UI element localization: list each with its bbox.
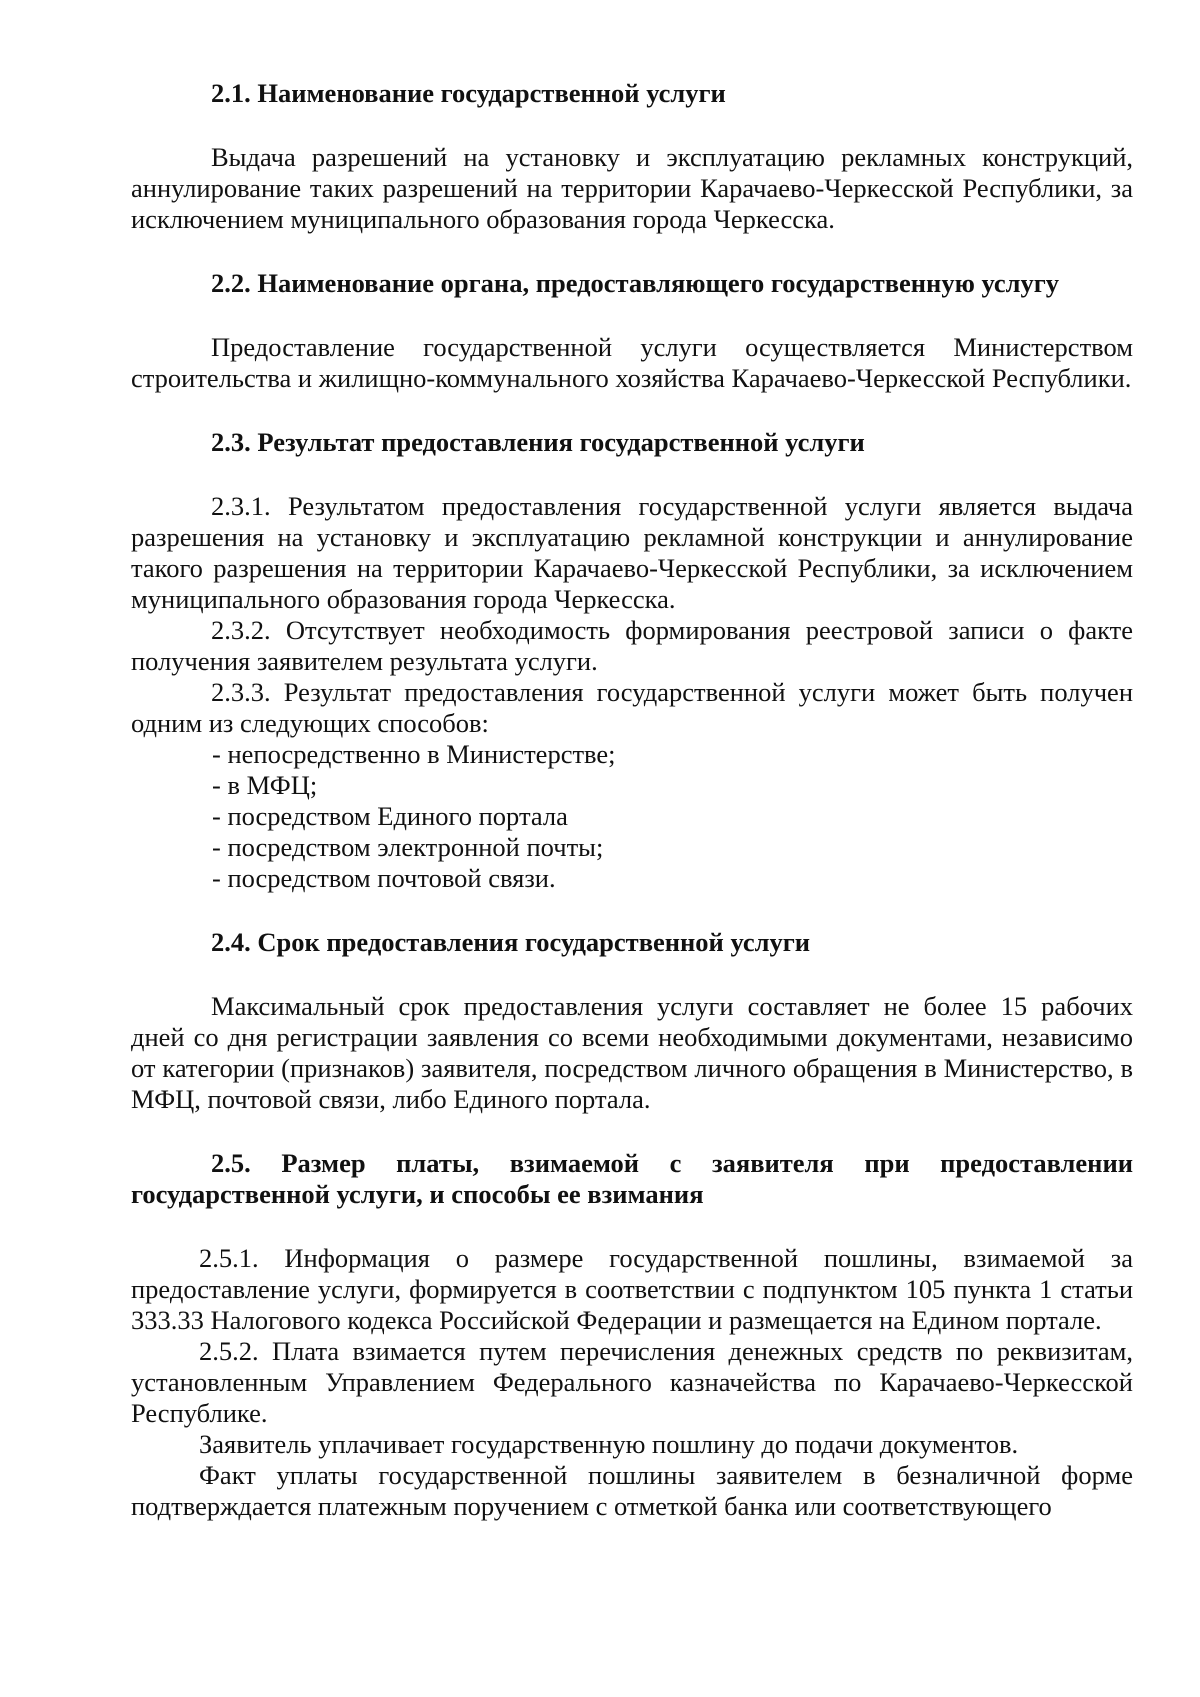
section-2-5: [131, 1148, 1133, 1522]
section-2-3: [131, 427, 1133, 894]
list-item: - непосредственно в Министерстве;: [212, 739, 616, 769]
section-2-1: [131, 78, 1133, 235]
list-item: - посредством Единого портала: [212, 801, 568, 831]
section-heading: 2.3. Результат предоставления государственной услуги: [211, 427, 865, 457]
result-methods-list: [131, 739, 1133, 894]
paragraph: Выдача разрешений на установку и эксплуатацию рекламных конструкций, аннулирование таких разрешений на территории Карачаево-Черкесской Республики, за исключением муниципального образования города Черкесска.: [131, 142, 1133, 234]
paragraph: Факт уплаты государственной пошлины заявителем в безналичной форме подтверждается платежным поручением с отметкой банка или соответствующего: [131, 1460, 1133, 1521]
paragraph: 2.3.2. Отсутствует необходимость формирования реестровой записи о факте получения заявителем результата услуги.: [131, 615, 1133, 676]
paragraph: 2.5.2. Плата взимается путем перечисления денежных средств по реквизитам, установленным Управлением Федерального казначейства по Карачаево-Черкесской Республике.: [131, 1336, 1133, 1428]
document-content: [131, 78, 1133, 1555]
paragraph: Предоставление государственной услуги осуществляется Министерством строительства и жилищно-коммунального хозяйства Карачаево-Черкесской Республики.: [131, 332, 1133, 393]
list-item: - посредством электронной почты;: [212, 832, 604, 862]
list-item: - посредством почтовой связи.: [212, 863, 556, 893]
paragraph: 2.3.3. Результат предоставления государственной услуги может быть получен одним из следующих способов:: [131, 677, 1133, 738]
paragraph: 2.5.1. Информация о размере государственной пошлины, взимаемой за предоставление услуги, формируется в соответствии с подпунктом 105 пункта 1 статьи 333.33 Налогового кодекса Российской Федерации и размещается на Едином портале.: [131, 1243, 1133, 1335]
section-heading: 2.5. Размер платы, взимаемой с заявителя при предоставлении государственной услуги, и способы ее взимания: [131, 1148, 1133, 1209]
paragraph: Максимальный срок предоставления услуги составляет не более 15 рабочих дней со дня регистрации заявления со всеми необходимыми документами, независимо от категории (признаков) заявителя, посредством личного обращения в Министерство, в МФЦ, почтовой связи, либо Единого портала.: [131, 991, 1133, 1114]
list-item: - в МФЦ;: [212, 770, 318, 800]
section-heading: 2.1. Наименование государственной услуги: [211, 78, 726, 108]
section-2-4: [131, 927, 1133, 1115]
section-heading: 2.2. Наименование органа, предоставляющего государственную услугу: [211, 268, 1060, 298]
section-2-2: [131, 268, 1133, 394]
section-heading: 2.4. Срок предоставления государственной услуги: [211, 927, 811, 957]
paragraph: 2.3.1. Результатом предоставления государственной услуги является выдача разрешения на установку и эксплуатацию рекламной конструкции и аннулирование такого разрешения на территории Карачаево-Черкесской Республики, за исключением муниципального образования города Черкесска.: [131, 491, 1133, 614]
paragraph: Заявитель уплачивает государственную пошлину до подачи документов.: [199, 1429, 1019, 1459]
